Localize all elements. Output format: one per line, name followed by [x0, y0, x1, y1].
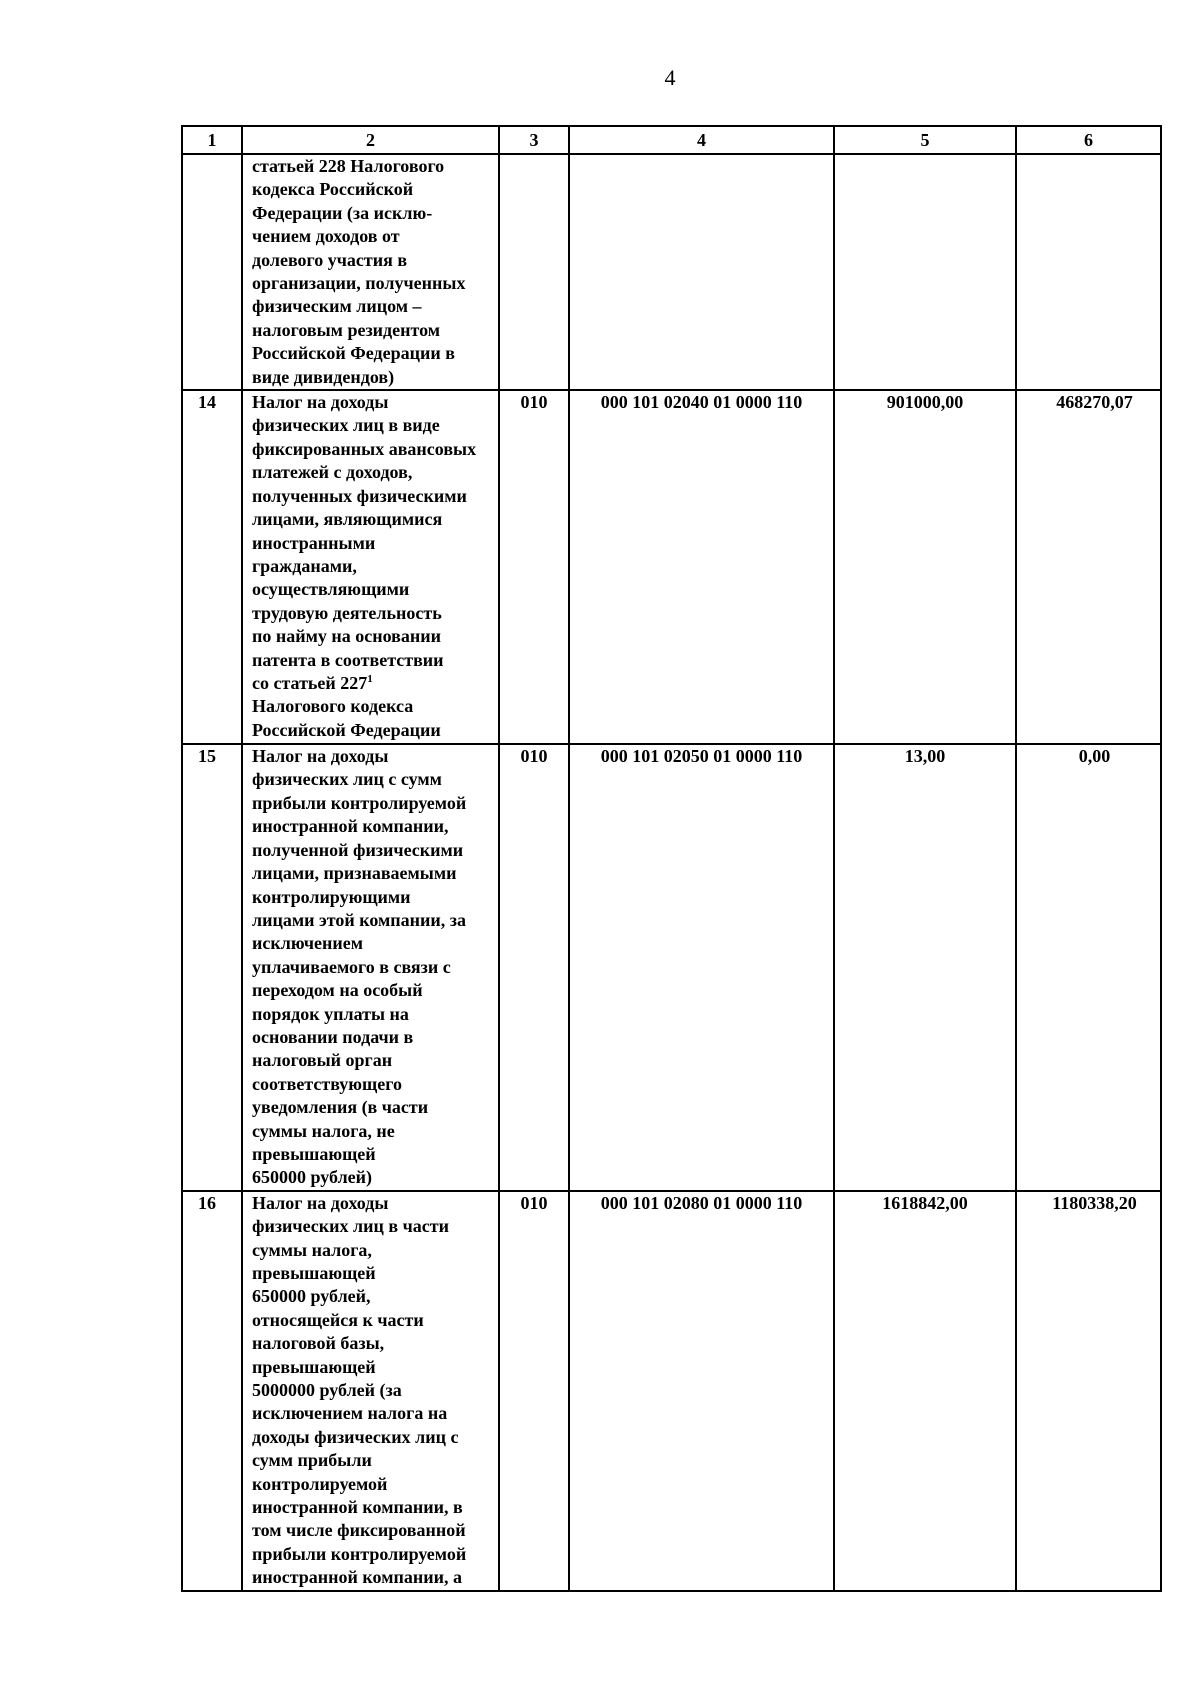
table-row-16	[182, 1191, 1161, 1591]
name-line: полученной физическими	[252, 839, 464, 860]
row-number: 16	[182, 1191, 242, 1591]
header-col-3: 3	[499, 126, 569, 154]
name-line: чением доходов от	[252, 226, 400, 247]
table-row-15	[182, 744, 1161, 1191]
name-line: физических лиц с сумм	[252, 769, 442, 790]
name-line: физических лиц в виде	[252, 415, 440, 436]
row-kbk: 000 101 02080 01 0000 110	[569, 1191, 834, 1591]
name-line: суммы налога, не	[252, 1120, 395, 1141]
name-line: виде дивидендов)	[252, 366, 395, 387]
article-prefix: со статьей 227	[252, 672, 368, 693]
row-value-5: 13,00	[834, 744, 1016, 1191]
row-number: 15	[182, 744, 242, 1191]
revenue-table	[181, 125, 1162, 1592]
row-code: 010	[499, 1191, 569, 1591]
row-value-6: 468270,07	[1016, 390, 1161, 744]
header-col-6: 6	[1016, 126, 1161, 154]
table-row-continuation	[182, 154, 1161, 390]
name-line: иностранной компании, в	[252, 1497, 463, 1518]
name-line: иностранными	[252, 532, 376, 553]
row-kbk: 000 101 02050 01 0000 110	[569, 744, 834, 1191]
name-line: 5000000 рублей (за	[252, 1380, 402, 1401]
page-number: 4	[664, 65, 676, 90]
name-line: лицами этой компании, за	[252, 909, 466, 930]
name-line: лицами, признаваемыми	[252, 863, 457, 884]
name-line: исключением налога на	[252, 1403, 448, 1424]
name-line: 650000 рублей,	[252, 1286, 371, 1307]
row-name	[242, 390, 499, 744]
name-line: полученных физическими	[252, 485, 467, 506]
name-line: налоговый орган	[252, 1050, 393, 1071]
row-value-5	[834, 154, 1016, 390]
header-col-4: 4	[569, 126, 834, 154]
header-col-5: 5	[834, 126, 1016, 154]
name-line: гражданами,	[252, 555, 357, 576]
name-line: патента в соответствии	[252, 649, 444, 670]
name-line: физических лиц в части	[252, 1216, 449, 1237]
name-line: кодекса Российской	[252, 179, 414, 200]
name-line: фиксированных авансовых	[252, 438, 477, 459]
name-line: переходом на особый	[252, 980, 423, 1001]
name-line: превышающей	[252, 1356, 376, 1377]
name-line: прибыли контролируемой	[252, 792, 467, 813]
name-line: суммы налога,	[252, 1239, 372, 1260]
row-number: 14	[182, 390, 242, 744]
name-line: Российской Федерации в	[252, 343, 455, 364]
table-row-14	[182, 390, 1161, 744]
name-line: относящейся к части	[252, 1309, 424, 1330]
name-line: уплачиваемого в связи с	[252, 956, 451, 977]
row-value-6: 0,00	[1016, 744, 1161, 1191]
row-value-6: 1180338,20	[1016, 1191, 1161, 1591]
name-line: Федерации (за исклю-	[252, 202, 433, 223]
row-value-5: 901000,00	[834, 390, 1016, 744]
name-line: физическим лицом –	[252, 296, 422, 317]
name-line: превышающей	[252, 1263, 376, 1283]
name-line: прибыли контролируемой	[252, 1543, 467, 1564]
name-line: Налогового кодекса	[252, 696, 414, 717]
row-value-6	[1016, 154, 1161, 390]
name-line: Налог на доходы	[252, 746, 389, 767]
name-line: порядок уплаты на	[252, 1003, 409, 1024]
row-kbk: 000 101 02040 01 0000 110	[569, 390, 834, 744]
name-line: налоговым резидентом	[252, 319, 441, 340]
header-col-1: 1	[182, 126, 242, 154]
name-line: статьей 228 Налогового	[252, 156, 445, 176]
name-line: сумм прибыли	[252, 1450, 372, 1471]
row-code: 010	[499, 744, 569, 1191]
name-line: соответствующего	[252, 1073, 402, 1094]
name-line: платежей с доходов,	[252, 462, 413, 483]
name-line: Российской Федерации	[252, 719, 441, 740]
row-code: 010	[499, 390, 569, 744]
name-line: долевого участия в	[252, 249, 408, 270]
name-line: налоговой базы,	[252, 1333, 385, 1354]
name-line: уведомления (в части	[252, 1097, 429, 1118]
row-number	[182, 154, 242, 390]
name-line: иностранной компании,	[252, 816, 449, 837]
name-line: Налог на доходы	[252, 392, 389, 413]
name-line: трудовую деятельность	[252, 602, 442, 623]
name-line: том числе фиксированной	[252, 1520, 466, 1541]
name-line: по найму на основании	[252, 626, 441, 647]
row-name	[242, 1191, 499, 1591]
name-line: превышающей	[252, 1143, 376, 1164]
header-row	[182, 126, 1161, 154]
header-col-2: 2	[242, 126, 499, 154]
row-code	[499, 154, 569, 390]
name-line: доходы физических лиц с	[252, 1426, 459, 1447]
name-line: Налог на доходы	[252, 1192, 389, 1213]
name-line-article	[252, 672, 494, 695]
name-line: лицами, являющимися	[252, 509, 443, 530]
name-line: исключением	[252, 933, 364, 954]
name-line: иностранной компании, а	[252, 1567, 462, 1588]
name-line: осуществляющими	[252, 579, 410, 600]
name-line: 650000 рублей)	[252, 1167, 373, 1188]
article-superscript: 1	[367, 672, 373, 685]
row-name	[242, 154, 499, 390]
name-line: контролирующими	[252, 886, 411, 907]
name-line: основании подачи в	[252, 1026, 414, 1047]
name-line: контролируемой	[252, 1473, 388, 1494]
name-line: организации, полученных	[252, 273, 466, 294]
row-name	[242, 744, 499, 1191]
row-value-5: 1618842,00	[834, 1191, 1016, 1591]
row-kbk	[569, 154, 834, 390]
